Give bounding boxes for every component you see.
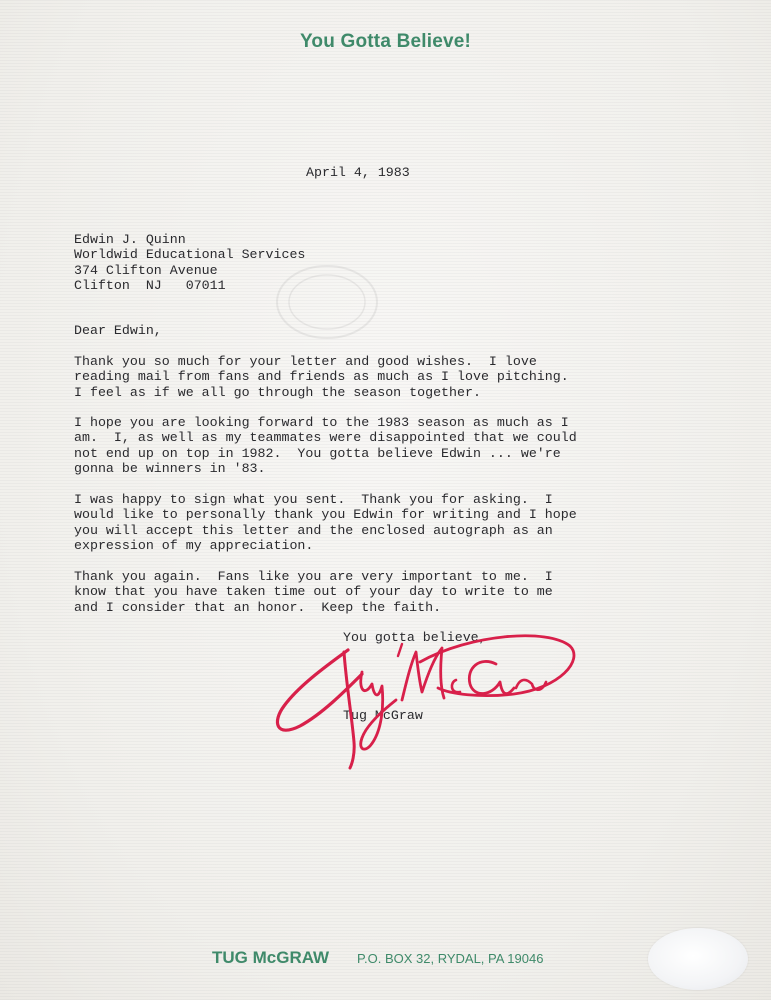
letter-paragraph: I hope you are looking forward to the 1983 season as much as I am. I, as well as my teammates were disappointed that we could not end up on top in 1982. You gotta believe Edwin ... we're gonna be winners in '83. — [74, 415, 577, 476]
letter-paragraph: Thank you so much for your letter and good wishes. I love reading mail from fans and friends as much as I love pitching. I feel as if we all go through the season together. — [74, 354, 569, 400]
letter-paragraph: I was happy to sign what you sent. Thank you for asking. I would like to personally thank you Edwin for writing and I hope you will accept this letter and the enclosed autograph as an expression of my appreciation. — [74, 492, 577, 553]
handwritten-signature — [270, 622, 580, 772]
footer-address: P.O. BOX 32, RYDAL, PA 19046 — [357, 951, 544, 966]
recipient-street: 374 Clifton Avenue — [74, 262, 218, 278]
authentication-sticker — [648, 928, 748, 990]
recipient-city-line: Clifton NJ 07011 — [74, 277, 226, 293]
letter-paragraph: Thank you again. Fans like you are very important to me. I know that you have taken time out of your day to write to me and I consider that an honor. Keep the faith. — [74, 569, 553, 615]
recipient-address — [74, 232, 305, 293]
typed-signature-name: Tug McGraw — [343, 708, 423, 723]
letter-closing: You gotta believe, — [343, 630, 487, 645]
recipient-name: Edwin J. Quinn — [74, 232, 186, 247]
salutation: Dear Edwin, — [74, 323, 162, 338]
letterhead-motto: You Gotta Believe! — [299, 31, 472, 52]
letter-date: April 4, 1983 — [306, 165, 410, 180]
recipient-organization: Worldwid Educational Services — [74, 247, 306, 263]
footer-name: TUG McGRAW — [212, 948, 330, 967]
